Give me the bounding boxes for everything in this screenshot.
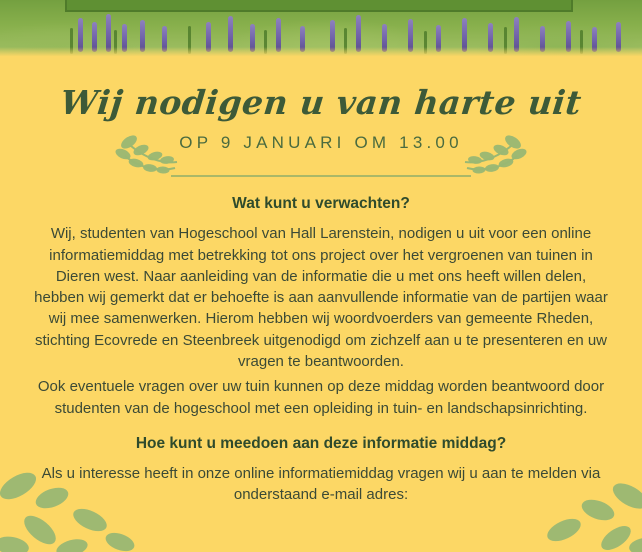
section-heading-expectations: Wat kunt u verwachten? [232,195,410,213]
section-1-paragraph-1: Wij, studenten van Hogeschool van Hall Larenstein, nodigen u uit voor een online informatiemiddag met betrekking tot ons project over het vergroenen van tuinen in Dieren west. Naar aanleiding van de informatie die u met ons heeft willen delen, hebben wij gemerkt dat er behoefte is aan aanvullende informatie van de partijen waar wij mee samenwerken. Hierom hebben wij woordvoerders van gemeente Rheden, stichting Ecovrede en Steenbreek uitgenodigd om zichzelf aan u te presenteren en uw vragen te beantwoorden. [34,225,608,371]
green-banner-strip [65,0,573,12]
page-title: Wij nodigen u van harte uit [58,83,584,122]
section-heading-participation: Hoe kunt u meedoen aan deze informatie middag? [135,434,507,452]
section-2-paragraph-1: Als u interesse heeft in onze online informatiemiddag vragen wij u aan te melden via onderstaand e-mail adres: [41,464,601,504]
divider-line [171,175,471,177]
event-date-time: OP 9 JANUARI OM 13.00 [179,133,463,153]
header-photo [0,0,642,57]
section-1-paragraph-2: Ook eventuele vragen over uw tuin kunnen op deze middag worden beantwoord door studenten van de hogeschool met een opleiding in tuin- en landschapsinrichting. [37,378,605,417]
invitation-content [0,85,642,506]
divider [28,159,614,193]
photo-fade-overlay [0,47,642,57]
